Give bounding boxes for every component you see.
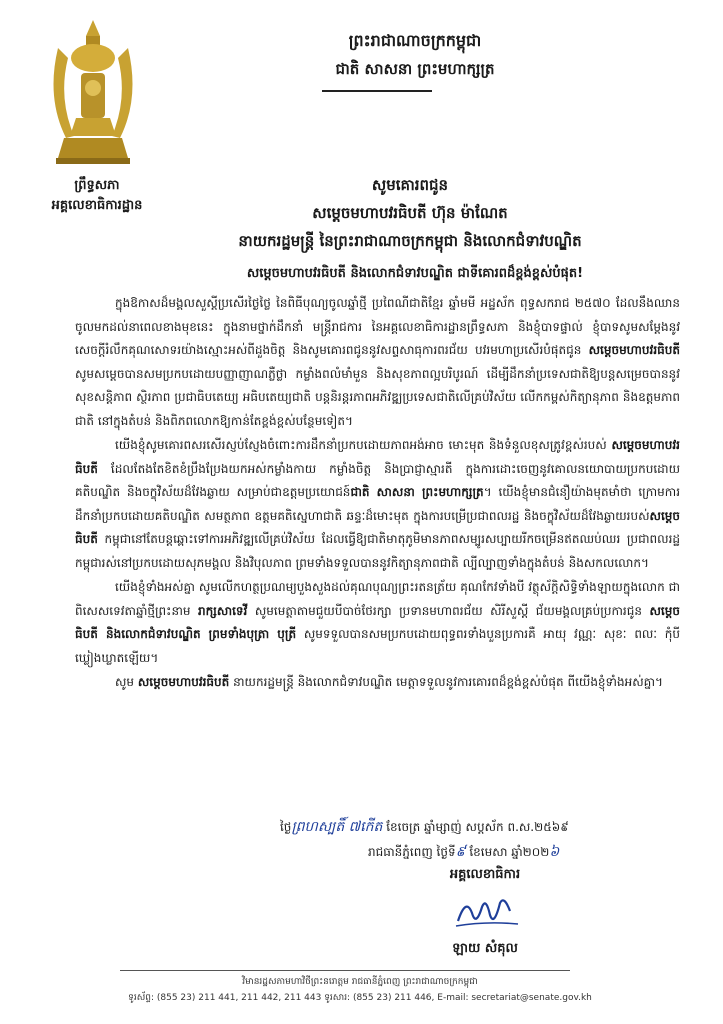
salutation: សម្តេចមហាបវរធិបតី និងលោកជំទាវបណ្ឌិត ជាទីគោរពដ៏ខ្ពង់ខ្ពស់បំផុត! [246, 266, 584, 281]
solar-year-handwritten: ៦ [549, 844, 560, 860]
paragraph-1: ក្នុងឱកាសដ៏មង្គលសួស្តីប្រសើរថ្ងៃថ្លៃ នៃពិធីបុណ្យចូលឆ្នាំថ្មី ប្រពៃណីជាតិខ្មែរ ឆ្នាំមមី អដ្ឋស័ក ពុទ្ធសករាជ ២៥៧០ ដែលនឹងឈានចូលមកដល់នាពេលខាងមុខនេះ ក្នុងនាមថ្នាក់ដឹកនាំ មន្ត្រីរាជការ នៃអគ្គលេខាធិការដ្ឋានព្រឹទ្ធសភា និងខ្ញុំបាទផ្ទាល់ ខ្ញុំបាទសូមសម្តែងនូវសេចក្តីរំលឹកគុណសោទរយ៉ាងស្មោះអស់ពីដួងចិត្ត និងសូមគោរពជូននូវសព្ទសាធុការពរជ័យ បវរមហាប្រសើរបំផុតជូន សម្តេចមហាបវរធិបតី សូមសម្តេចបានសមប្រកបដោយបញ្ញាញាណភ្លឺថ្លា កម្លាំងពលំមាំមួន និងសុខភាពល្អបរិបូរណ៍ ដើម្បីដឹកនាំប្រទេសជាតិឱ្យបន្តសម្រេចបាននូវសុខសន្តិភាព ស្ថិរភាព ប្រជាធិបតេយ្យ អធិបតេយ្យជាតិ បន្តនិរន្តរភាពអភិវឌ្ឍប្រទេសជាតិលើគ្រប់វិស័យ លើកកម្ពស់កិត្យានុភាព និងឧត្តមភាពជាតិ នៅក្នុងតំបន់ និងពិភពលោកឱ្យកាន់តែខ្ពង់ខ្ពស់បន្ថែមទៀត។ [75, 296, 680, 428]
royal-emblem-icon [36, 18, 151, 168]
org-secretariat: អគ្គលេខាធិការដ្ឋាន [51, 198, 143, 213]
national-motto: ជាតិ សាសនា ព្រះមហាក្សត្រ [335, 60, 495, 78]
lunar-date: ថ្ងៃព្រហស្បតិ៍ ៧កើត ខែចេត្រ ឆ្នាំម្សាញ់ សប្តស័ក ព.ស.២៥៦៩ [280, 819, 569, 835]
footer-address: វិមានរដ្ឋសភាមហាវិថីព្រះនរោត្តម រាជធានីភ្នំពេញ ព្រះរាជាណាចក្រកម្ពុជា [242, 977, 478, 987]
lunar-handwritten: ព្រហស្បតិ៍ ៧កើត [291, 819, 383, 835]
recipient-title: នាយករដ្ឋមន្ត្រី នៃព្រះរាជាណាចក្រកម្ពុជា និងលោកជំទាវបណ្ឌិត [238, 232, 582, 250]
footer-divider [120, 970, 570, 971]
signatory-title: អគ្គលេខាធិការ [449, 867, 521, 882]
recipient-name: សម្តេចមហាបវរធិបតី ហ៊ុន ម៉ាណែត [312, 204, 508, 222]
motto-divider [322, 90, 432, 92]
letter-body [75, 292, 680, 696]
paragraph-2: យើងខ្ញុំសូមគោរពសរសើរស្ញប់ស្ញែងចំពោះការដឹកនាំប្រកបដោយភាពអង់អាច មោះមុត និងទំនួលខុសត្រូវខ្ពស់របស់ សម្តេចមហាបវរធិបតី ដែលតែងតែខិតខំប្រឹងប្រែងយកអស់កម្លាំងកាយ កម្លាំងចិត្ត និងប្រាជ្ញាស្មារតី ក្នុងការដោះចេញនូវគោលនយោបាយប្រកបដោយគតិបណ្ឌិត និងចក្ខុវិស័យដ៏វែងឆ្ងាយ សម្រាប់ជាឧត្តមប្រយោជន៍ជាតិ សាសនា ព្រះមហាក្សត្រ។ យើងខ្ញុំមានជំនឿយ៉ាងមុតមាំថា ក្រោមការដឹកនាំប្រកបដោយគតិបណ្ឌិត សមត្ថភាព ឧត្តមគតិស្នេហាជាតិ ឆន្ទៈដ៏មោះមុត ក្នុងការបម្រើប្រជាពលរដ្ឋ និងចក្ខុវិស័យដ៏វែងឆ្ងាយរបស់សម្តេចធិបតី កម្ពុជានៅតែបន្តឆ្ពោះទៅការអភិវឌ្ឍលើគ្រប់វិស័យ ដែលធ្វើឱ្យជាតិមាតុភូមិមានភាពសម្បូរសប្បាយរីកចម្រើនឥតឈប់ឈរ ប្រជាពលរដ្ឋកម្ពុជារស់នៅប្រកបដោយសុភមង្គល និងវិបុលភាព ព្រមទាំងទទួលបាននូវកិត្យានុភាពជាតិ ល្បីល្បាញទាំងក្នុងតំបន់ និងសកលលោក។ [75, 438, 681, 570]
recipient-greeting: សូមគោរពជូន [371, 176, 449, 194]
kingdom-title: ព្រះរាជាណាចក្រកម្ពុជា [348, 31, 482, 50]
paragraph-4: សូម សម្តេចមហាបវរធិបតី នាយករដ្ឋមន្ត្រី និងលោកជំទាវបណ្ឌិត មេត្តាទទួលនូវការគោរពដ៏ខ្ពង់ខ្ពស់បំផុត ពីយើងខ្ញុំទាំងអស់គ្នា។ [115, 675, 663, 689]
org-senate: ព្រឹទ្ធសភា [74, 178, 120, 193]
signatory-name: ឡាយ សំគុល [452, 941, 518, 956]
solar-date: រាជធានីភ្នំពេញ ថ្ងៃទី៩ ខែមេសា ឆ្នាំ២០២៦ [368, 844, 560, 860]
solar-day-handwritten: ៩ [455, 844, 466, 860]
footer-contacts: ទូរស័ព្ទ: (855 23) 211 441, 211 442, 211 443 ទូរសារ: (855 23) 211 446, E-mail: secretariat@senate.gov.kh [128, 993, 592, 1003]
signature-icon [452, 893, 522, 931]
paragraph-3: យើងខ្ញុំទាំងអស់គ្នា សូមលើកហត្ថប្រណម្យបួងសួងដល់គុណបុណ្យព្រះរតនត្រ័យ គុណកែវទាំងបី វត្ថុស័ក្តិសិទ្ធិទាំងឡាយក្នុងលោក ជាពិសេសទេវតាឆ្នាំថ្មីព្រះនាម រាក្សសាទេវី សូមមេត្តាតាមជួយបីបាច់ថែរក្សា ប្រទានមហាពរជ័យ សិរីសួស្តី ជ័យមង្គលគ្រប់ប្រការជូន សម្តេចធិបតី និងលោកជំទាវបណ្ឌិត ព្រមទាំងបុត្រា បុត្រី សូមទទួលបានសមប្រកបដោយពុទ្ធពរទាំងបួនប្រការគឺ អាយុ វណ្ណៈ សុខៈ ពលៈ កុំបីឃ្លៀងឃ្លាតឡើយ។ [75, 580, 680, 665]
